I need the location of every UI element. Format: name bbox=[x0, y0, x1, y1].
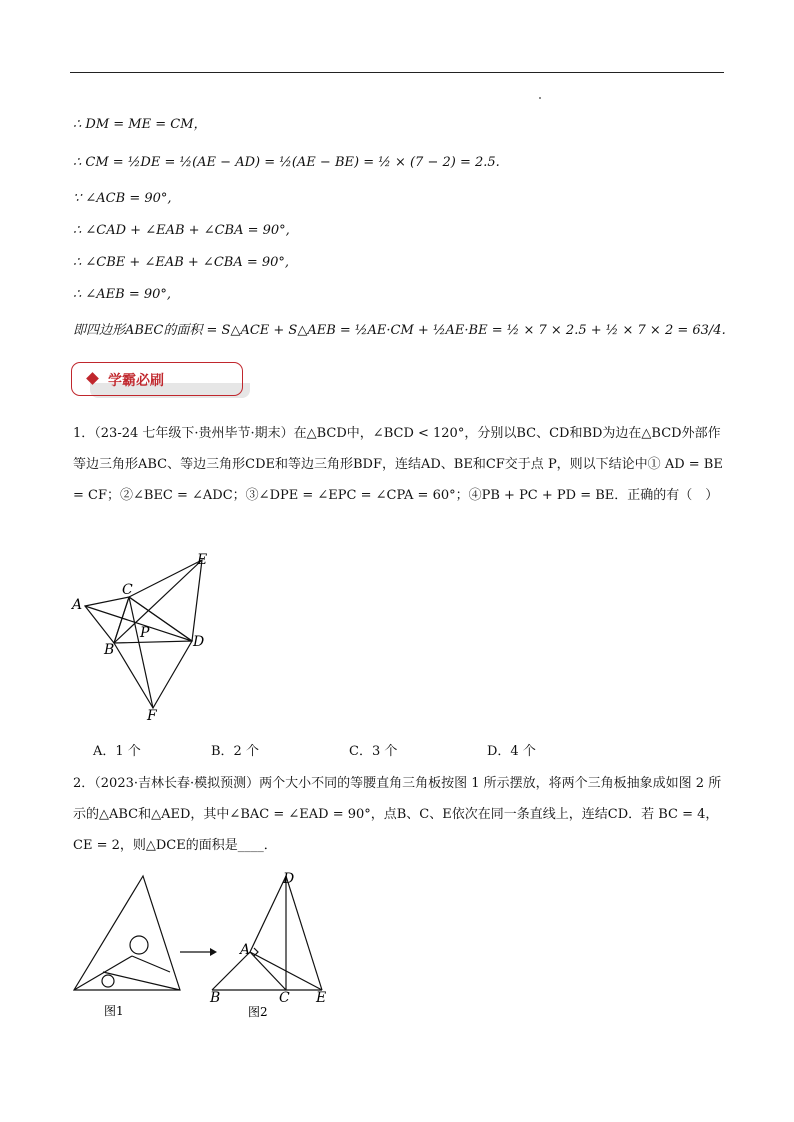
question-1-text: 1．（23-24 七年级下·贵州毕节·期末）在△BCD中，∠BCD < 120°，分别以BC、CD和BD为边在△BCD外部作等边三角形ABC、等边三角形CDE和等边三角形BDF，连结AD、BE和CF交于点 P，则以下结论中① AD = BE = CF；②∠BEC = ∠ADC；③∠DPE = ∠EPC = ∠CPA = 60°；④PB + PC + PD = BE．正确的有（ ） bbox=[73, 426, 723, 503]
solution-line-7: 即四边形ABEC的面积 = S△ACE + S△AEB = ½AE·CM + ½AE·BE = ½ × 7 × 2.5 + ½ × 7 × 2 = 63/4. bbox=[73, 323, 726, 338]
fig2-label-D: D bbox=[283, 871, 295, 887]
solution-line-3: ∵ ∠ACB = 90°, bbox=[73, 191, 172, 206]
solution-line-5: ∴ ∠CBE + ∠EAB + ∠CBA = 90°, bbox=[73, 255, 290, 270]
diamond-icon bbox=[86, 372, 99, 385]
fig1-label-P: P bbox=[140, 625, 150, 641]
fig2-label-C: C bbox=[279, 990, 290, 1006]
question-2-text: 2．（2023·吉林长春·模拟预测）两个大小不同的等腰直角三角板按图 1 所示摆放，将两个三角板抽象成如图 2 所示的△ABC和△AED，其中∠BAC = ∠EAD = 90°，点B、C、E依次在同一条直线上，连结CD．若 BC = 4，CE = 2，则△DCE的面积是____． bbox=[73, 776, 722, 853]
fig1-label-E: E bbox=[197, 552, 208, 568]
fig1-label-B: B bbox=[104, 642, 115, 658]
solution-line-6: ∴ ∠AEB = 90°, bbox=[73, 287, 172, 302]
fig1-label-F: F bbox=[147, 708, 157, 724]
header-rule bbox=[70, 72, 724, 73]
question-2-figure-1 bbox=[66, 870, 186, 1030]
question-2-figure-2 bbox=[202, 868, 342, 1030]
choice-c[interactable]: C．3 个 bbox=[349, 744, 398, 759]
solution-line-1: ∴ DM = ME = CM， bbox=[73, 117, 207, 132]
stray-dot bbox=[539, 97, 541, 99]
solution-line-4: ∴ ∠CAD + ∠EAB + ∠CBA = 90°, bbox=[73, 223, 290, 238]
fig2-label-E: E bbox=[316, 990, 327, 1006]
solution-line-2: ∴ CM = ½DE = ½(AE − AD) = ½(AE − BE) = ½ × (7 − 2) = 2.5. bbox=[73, 155, 500, 170]
fig2-label-B: B bbox=[210, 990, 221, 1006]
question-1-figure bbox=[66, 548, 226, 728]
fig1-label-C: C bbox=[122, 582, 133, 598]
section-title: 学霸必刷 bbox=[108, 373, 164, 389]
fig1-label-A: A bbox=[72, 597, 83, 613]
fig2-caption: 图2 bbox=[248, 1005, 268, 1019]
fig1-caption: 图1 bbox=[104, 1004, 124, 1018]
choice-d[interactable]: D．4 个 bbox=[487, 744, 536, 759]
choice-a[interactable]: A．1 个 bbox=[93, 744, 141, 759]
fig1-label-D: D bbox=[193, 634, 205, 650]
choice-b[interactable]: B．2 个 bbox=[211, 744, 259, 759]
section-banner bbox=[71, 362, 243, 396]
fig2-label-A: A bbox=[240, 942, 251, 958]
